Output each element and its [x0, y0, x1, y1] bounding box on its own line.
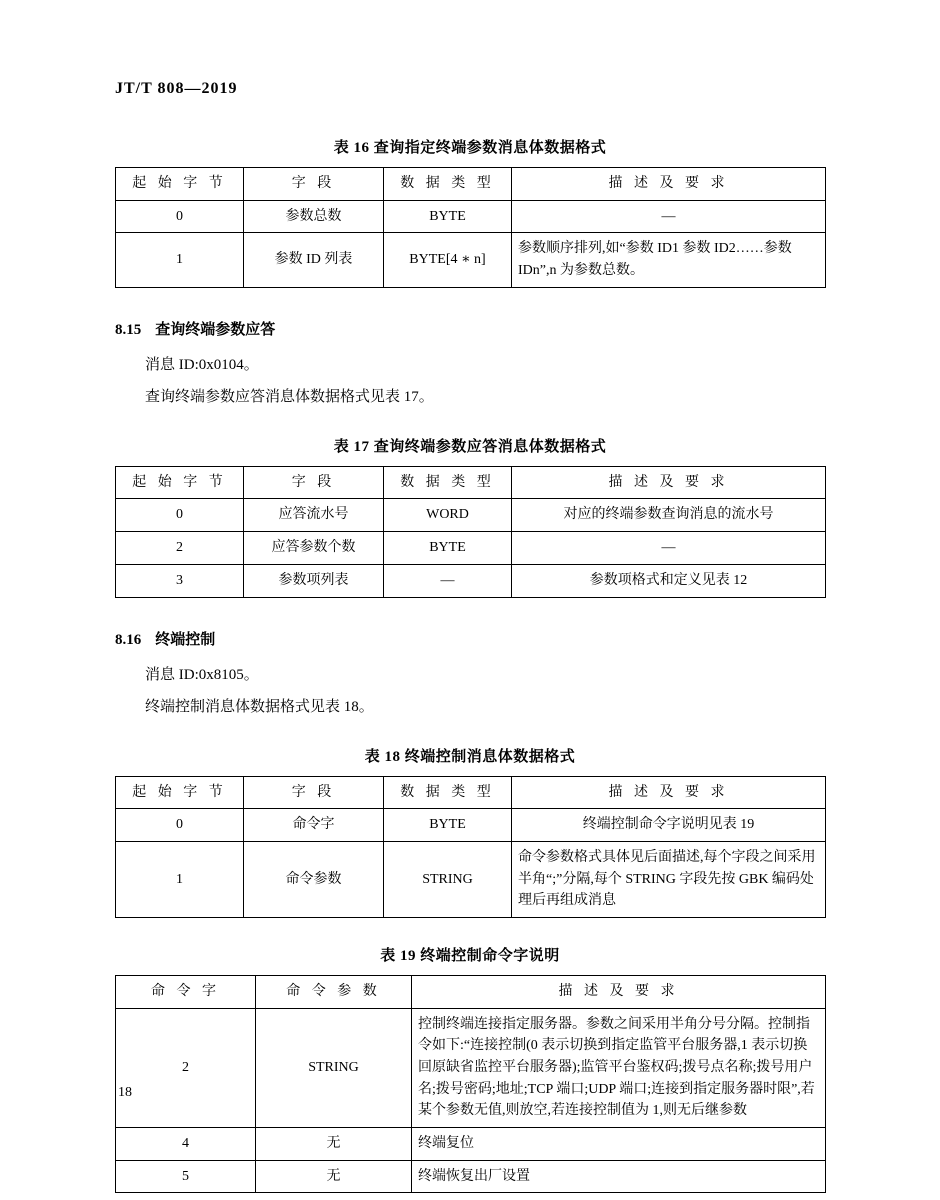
cell-start-byte: 1 — [116, 841, 244, 917]
cell-field: 参数 ID 列表 — [244, 233, 384, 287]
table-row — [116, 499, 826, 532]
cell-type: BYTE[4 ∗ n] — [384, 233, 512, 287]
cell-desc: 终端恢复出厂设置 — [412, 1160, 826, 1193]
cell-field: 应答流水号 — [244, 499, 384, 532]
section-8-15-paragraph-2: 查询终端参数应答消息体数据格式见表 17。 — [145, 388, 434, 405]
table18 — [115, 776, 826, 918]
cell-type: STRING — [384, 841, 512, 917]
cell-field: 命令参数 — [244, 841, 384, 917]
section-8-16-paragraph-2: 终端控制消息体数据格式见表 18。 — [145, 698, 374, 715]
section-8-16-number: 8.16 — [115, 631, 142, 648]
page-number: 18 — [118, 1085, 132, 1100]
cell-type: BYTE — [384, 532, 512, 565]
cell-desc: 参数项格式和定义见表 12 — [512, 564, 826, 597]
cell-desc: 参数顺序排列,如“参数 ID1 参数 ID2……参数 IDn”,n 为参数总数。 — [512, 233, 826, 287]
table17-caption: 表 17 查询终端参数应答消息体数据格式 — [333, 438, 607, 455]
table19 — [115, 975, 826, 1194]
table-row — [116, 809, 826, 842]
cell-type: BYTE — [384, 809, 512, 842]
table19-caption: 表 19 终端控制命令字说明 — [380, 947, 560, 964]
table16-col-type: 数 据 类 型 — [384, 168, 512, 201]
cell-desc: — — [512, 200, 826, 233]
cell-desc: 对应的终端参数查询消息的流水号 — [512, 499, 826, 532]
table17-col-type: 数 据 类 型 — [384, 466, 512, 499]
table-row — [116, 975, 826, 1008]
table-row — [116, 532, 826, 565]
table17-col-field: 字 段 — [244, 466, 384, 499]
table17-col-start-byte: 起 始 字 节 — [116, 466, 244, 499]
cell-param: 无 — [256, 1128, 412, 1161]
table-row — [116, 564, 826, 597]
section-8-16-paragraph-1: 消息 ID:0x8105。 — [145, 666, 259, 683]
cell-start-byte: 0 — [116, 499, 244, 532]
table18-col-type: 数 据 类 型 — [384, 776, 512, 809]
cell-param: 无 — [256, 1160, 412, 1193]
cell-start-byte: 3 — [116, 564, 244, 597]
table-row — [116, 841, 826, 917]
table16-col-start-byte: 起 始 字 节 — [116, 168, 244, 201]
table18-col-desc: 描 述 及 要 求 — [512, 776, 826, 809]
cell-desc: 终端控制命令字说明见表 19 — [512, 809, 826, 842]
cell-field: 命令字 — [244, 809, 384, 842]
cell-type: WORD — [384, 499, 512, 532]
section-8-15-paragraph-1: 消息 ID:0x0104。 — [145, 356, 259, 373]
cell-desc: 命令参数格式具体见后面描述,每个字段之间采用半角“;”分隔,每个 STRING 字段先按 GBK 编码处理后再组成消息 — [512, 841, 826, 917]
cell-field: 参数总数 — [244, 200, 384, 233]
table-row — [116, 776, 826, 809]
table18-col-start-byte: 起 始 字 节 — [116, 776, 244, 809]
cell-type: BYTE — [384, 200, 512, 233]
table-row — [116, 168, 826, 201]
section-8-15-heading: 查询终端参数应答 — [155, 321, 276, 338]
table17-col-desc: 描 述 及 要 求 — [512, 466, 826, 499]
table-row — [116, 1160, 826, 1193]
cell-desc: — — [512, 532, 826, 565]
section-8-16-heading: 终端控制 — [155, 631, 216, 648]
page-content — [115, 80, 825, 1193]
table-row — [116, 233, 826, 287]
cell-type: — — [384, 564, 512, 597]
table-row — [116, 466, 826, 499]
table19-col-command: 命 令 字 — [116, 975, 256, 1008]
cell-desc: 控制终端连接指定服务器。参数之间采用半角分号分隔。控制指令如下:“连接控制(0 表示切换到指定监管平台服务器,1 表示切换回原缺省监控平台服务器);监管平台鉴权码;拨号点名称;拨号用户名;拨号密码;地址;TCP 端口;UDP 端口;连接到指定服务器时限”,若某个参数无值,则放空,若连接控制值为 1,则无后继参数 — [412, 1008, 826, 1127]
table-row — [116, 1128, 826, 1161]
table17 — [115, 466, 826, 598]
section-8-16-title — [115, 628, 825, 649]
table18-caption: 表 18 终端控制消息体数据格式 — [364, 748, 576, 765]
table18-col-field: 字 段 — [244, 776, 384, 809]
page-header-standard-id: JT/T 808—2019 — [115, 80, 238, 97]
cell-field: 参数项列表 — [244, 564, 384, 597]
cell-command: 5 — [116, 1160, 256, 1193]
cell-start-byte: 2 — [116, 532, 244, 565]
table19-col-desc: 描 述 及 要 求 — [412, 975, 826, 1008]
cell-command: 4 — [116, 1128, 256, 1161]
cell-start-byte: 1 — [116, 233, 244, 287]
table16 — [115, 167, 826, 288]
section-8-15-number: 8.15 — [115, 321, 142, 338]
section-8-15-title — [115, 318, 825, 339]
cell-start-byte: 0 — [116, 200, 244, 233]
table-row — [116, 1008, 826, 1127]
table16-col-field: 字 段 — [244, 168, 384, 201]
table-row — [116, 200, 826, 233]
cell-param: STRING — [256, 1008, 412, 1127]
table16-caption: 表 16 查询指定终端参数消息体数据格式 — [333, 140, 607, 156]
cell-field: 应答参数个数 — [244, 532, 384, 565]
cell-desc: 终端复位 — [412, 1128, 826, 1161]
table16-col-desc: 描 述 及 要 求 — [512, 168, 826, 201]
cell-command: 2 — [116, 1008, 256, 1127]
cell-start-byte: 0 — [116, 809, 244, 842]
table19-col-param: 命 令 参 数 — [256, 975, 412, 1008]
